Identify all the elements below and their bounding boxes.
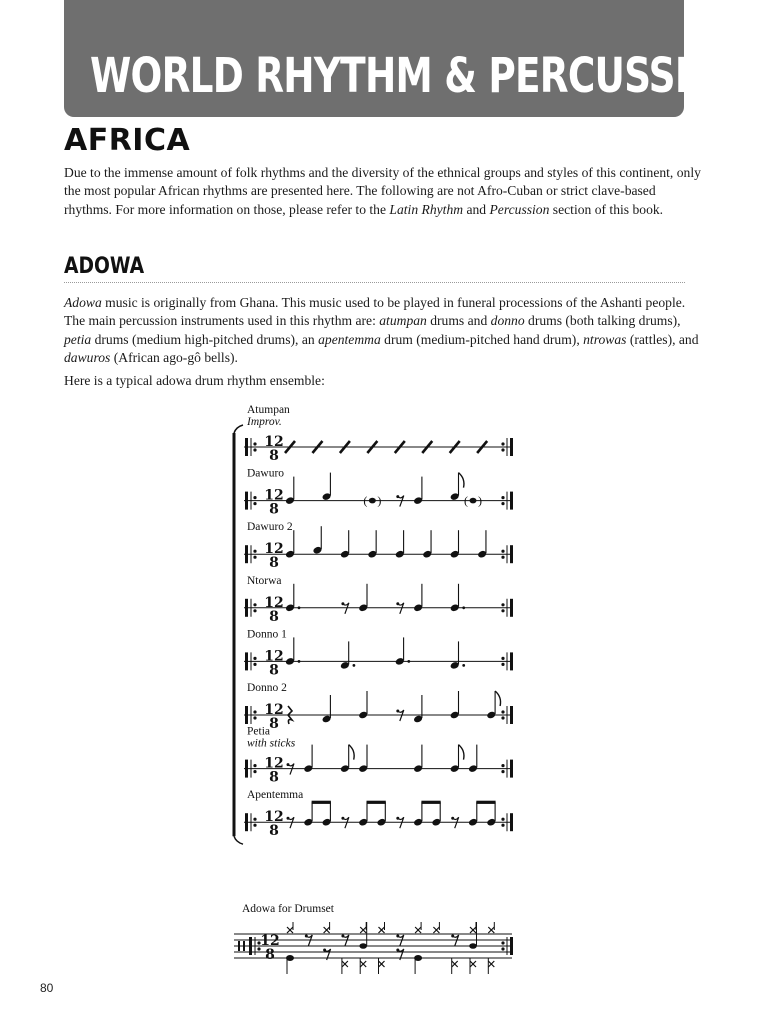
repeat-dot bbox=[501, 603, 504, 606]
note-dot bbox=[353, 664, 356, 667]
repeat-start-bar bbox=[245, 706, 248, 724]
snare-head bbox=[359, 943, 367, 949]
staff-donno-2 bbox=[244, 682, 513, 732]
repeat-end-bar bbox=[510, 438, 513, 456]
repeat-dot bbox=[501, 663, 504, 666]
chapter-title: WORLD RHYTHM & PERCUSSION bbox=[90, 48, 750, 104]
eighth-rest-dot bbox=[287, 763, 290, 766]
repeat-end-bar bbox=[510, 545, 513, 563]
staff-label: Petia bbox=[247, 725, 270, 738]
staff-petia bbox=[244, 726, 513, 786]
note-dot bbox=[298, 606, 301, 609]
staff-ntorwa bbox=[244, 575, 513, 625]
time-signature-top: 12 bbox=[260, 933, 280, 949]
repeat-start-bar bbox=[245, 438, 248, 456]
repeat-end-bar bbox=[510, 492, 513, 510]
note-beam bbox=[421, 801, 440, 804]
time-signature-bottom: 8 bbox=[269, 448, 279, 464]
repeat-start-bar bbox=[245, 599, 248, 617]
staff-subtitle: Improv. bbox=[247, 416, 282, 428]
time-signature-bottom: 8 bbox=[265, 947, 275, 963]
note-flag bbox=[459, 473, 464, 488]
repeat-dot bbox=[501, 941, 504, 944]
repeat-dot bbox=[501, 556, 504, 559]
note-dot bbox=[462, 606, 465, 609]
time-signature-top: 12 bbox=[264, 702, 284, 718]
staff-label: Dawuro bbox=[247, 467, 285, 480]
repeat-dot bbox=[253, 818, 256, 821]
repeat-dot bbox=[501, 609, 504, 612]
time-signature-top: 12 bbox=[264, 809, 284, 826]
repeat-dot bbox=[253, 657, 256, 660]
ghost-note-head bbox=[470, 498, 477, 504]
eighth-rest-dot bbox=[323, 949, 326, 952]
eighth-rest-dot bbox=[396, 710, 399, 713]
note-dot bbox=[462, 664, 465, 667]
eighth-rest-dot bbox=[396, 495, 399, 498]
repeat-dot bbox=[501, 657, 504, 660]
staff-apentemma bbox=[244, 789, 513, 839]
eighth-rest-dot bbox=[396, 935, 399, 938]
eighth-rest-dot bbox=[396, 817, 399, 820]
repeat-dot bbox=[253, 496, 256, 499]
eighth-rest-dot bbox=[396, 949, 399, 952]
note-dot bbox=[407, 660, 410, 663]
bracket-cap-top bbox=[234, 425, 243, 433]
repeat-dot bbox=[253, 770, 256, 773]
time-signature-bottom: 8 bbox=[269, 716, 279, 732]
time-signature-top: 12 bbox=[264, 487, 284, 504]
section-title: AFRICA bbox=[64, 123, 191, 158]
staff-atumpan bbox=[244, 404, 513, 464]
repeat-end-bar bbox=[510, 937, 513, 955]
drumset-staff bbox=[234, 903, 513, 974]
repeat-end-bar bbox=[510, 813, 513, 831]
repeat-start-bar bbox=[245, 492, 248, 510]
ensemble-intro: Here is a typical adowa drum rhythm ensemble: bbox=[64, 373, 325, 388]
staff-subtitle: with sticks bbox=[247, 737, 296, 750]
repeat-end-bar bbox=[510, 652, 513, 670]
repeat-end-bar bbox=[510, 599, 513, 617]
repeat-dot bbox=[253, 663, 256, 666]
staff-label: Dawuro 2 bbox=[247, 521, 293, 534]
repeat-dot bbox=[501, 448, 504, 451]
staff-label: Atumpan bbox=[247, 404, 290, 416]
repeat-dot bbox=[501, 947, 504, 950]
time-signature-top: 12 bbox=[264, 755, 284, 772]
note-flag bbox=[459, 745, 464, 760]
repeat-dot bbox=[501, 710, 504, 713]
repeat-start-bar bbox=[245, 760, 248, 778]
repeat-dot bbox=[501, 442, 504, 445]
repeat-dot bbox=[253, 502, 256, 505]
adowa-description: Adowa music is originally from Ghana. This music used to be played in funeral processions of the Ashanti people. The main percussion instruments used in this rhythm are: atumpan drums and donno drums (both talking drums), petia drums (medium high-pitched drums), an apentemma drum (medium-pitched hand drum), ntrowas (rattles), and dawuros (African ago-gô bells). bbox=[64, 295, 699, 365]
repeat-dot bbox=[501, 716, 504, 719]
repeat-dot bbox=[253, 716, 256, 719]
staff-label: Donno 2 bbox=[247, 682, 287, 694]
repeat-dot bbox=[253, 448, 256, 451]
snare-head bbox=[469, 943, 477, 949]
paren-close: ) bbox=[377, 493, 382, 508]
eighth-rest-dot bbox=[305, 935, 308, 938]
paren-open: ( bbox=[363, 493, 368, 508]
repeat-dot bbox=[253, 442, 256, 445]
note-dot bbox=[298, 660, 301, 663]
repeat-dot bbox=[253, 764, 256, 767]
repeat-dot bbox=[253, 609, 256, 612]
drumset-title: Adowa for Drumset bbox=[242, 903, 334, 915]
note-flag bbox=[495, 691, 500, 706]
eighth-rest-dot bbox=[341, 935, 344, 938]
page-number: 80 bbox=[40, 981, 54, 995]
time-signature-bottom: 8 bbox=[269, 769, 279, 786]
note-beam bbox=[312, 801, 331, 804]
time-signature-top: 12 bbox=[264, 648, 284, 665]
repeat-dot bbox=[501, 502, 504, 505]
eighth-rest-dot bbox=[341, 817, 344, 820]
time-signature-bottom: 8 bbox=[269, 823, 279, 840]
staff-label: Ntorwa bbox=[247, 574, 282, 587]
staff-label: Donno 1 bbox=[247, 628, 287, 641]
percussion-clef-bar bbox=[238, 941, 240, 951]
time-signature-top: 12 bbox=[264, 594, 284, 611]
time-signature-top: 12 bbox=[264, 541, 284, 558]
eighth-rest-dot bbox=[451, 817, 454, 820]
repeat-dot bbox=[501, 770, 504, 773]
ghost-note-head bbox=[369, 498, 376, 504]
eighth-rest-dot bbox=[451, 935, 454, 938]
note-flag bbox=[349, 745, 354, 760]
repeat-start-bar bbox=[249, 937, 252, 955]
repeat-dot bbox=[253, 824, 256, 827]
repeat-end-bar bbox=[510, 760, 513, 778]
eighth-rest-dot bbox=[341, 602, 344, 605]
repeat-start-bar bbox=[245, 652, 248, 670]
repeat-dot bbox=[253, 550, 256, 553]
section-intro: Due to the immense amount of folk rhythms and the diversity of the ethnical groups and styles of this continent, only the most popular African rhythms are presented here. The following are not Afro-Cuban or strict clave-based rhythms. For more information on those, please refer to the Latin Rhythm and Percussion section of this book. bbox=[64, 165, 701, 217]
staff-dawuro-2 bbox=[244, 521, 513, 571]
repeat-dot bbox=[501, 764, 504, 767]
repeat-start-bar bbox=[245, 545, 248, 563]
time-signature-bottom: 8 bbox=[269, 501, 279, 518]
bracket-cap-bottom bbox=[234, 836, 243, 844]
time-signature-bottom: 8 bbox=[269, 662, 279, 679]
repeat-dot bbox=[253, 710, 256, 713]
time-signature-bottom: 8 bbox=[269, 555, 279, 572]
eighth-rest-dot bbox=[396, 602, 399, 605]
staff-label: Apentemma bbox=[247, 789, 304, 802]
note-beam bbox=[476, 801, 495, 804]
repeat-dot bbox=[501, 496, 504, 499]
repeat-end-bar bbox=[510, 706, 513, 724]
repeat-dot bbox=[501, 824, 504, 827]
time-signature-top: 12 bbox=[264, 434, 284, 450]
staff-donno-1 bbox=[244, 628, 513, 678]
repeat-dot bbox=[501, 818, 504, 821]
note-beam bbox=[367, 801, 386, 804]
staff-dawuro bbox=[244, 468, 513, 518]
percussion-clef-bar bbox=[243, 941, 245, 951]
repeat-dot bbox=[501, 550, 504, 553]
time-signature-bottom: 8 bbox=[269, 608, 279, 625]
eighth-rest-dot bbox=[287, 817, 290, 820]
paren-open: ( bbox=[464, 493, 468, 508]
repeat-dot bbox=[253, 556, 256, 559]
paren-close: ) bbox=[478, 493, 482, 508]
repeat-start-bar bbox=[245, 813, 248, 831]
subsection-title: ADOWA bbox=[64, 254, 145, 279]
repeat-dot bbox=[253, 603, 256, 606]
